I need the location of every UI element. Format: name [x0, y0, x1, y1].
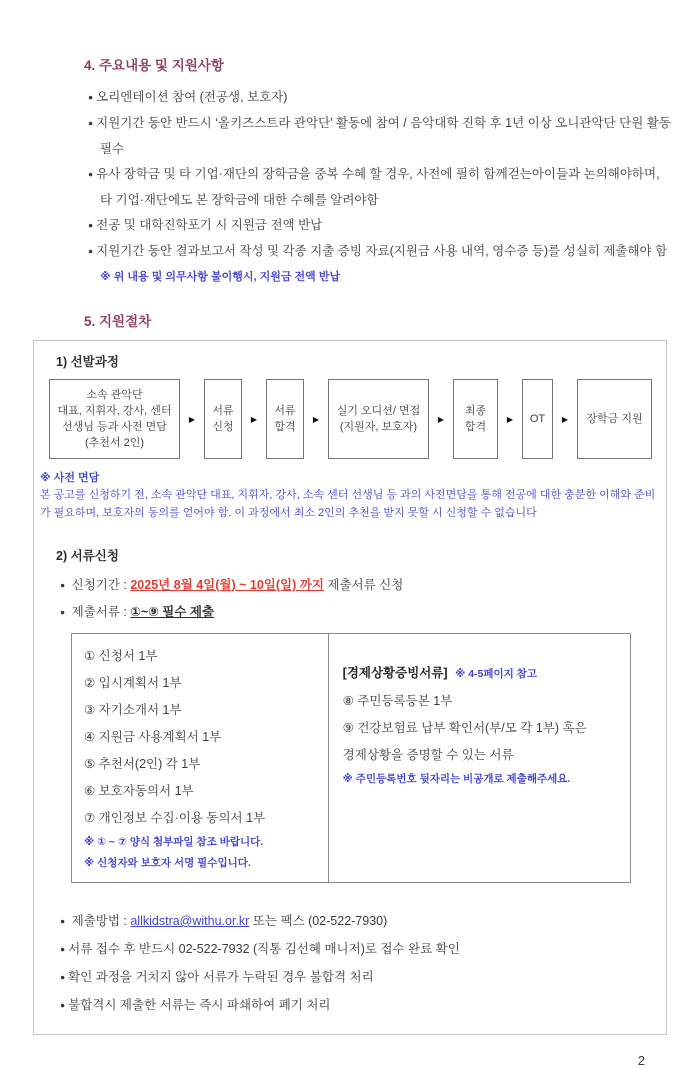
list-item: ● 확인 과정을 거치지 않아 서류가 누락된 경우 불합격 처리: [60, 964, 654, 992]
list-item: ● 지원기간 동안 결과보고서 작성 및 각종 지출 증빙 자료(지원금 사용 내역, 영수증 등)를 성실히 제출해야 함: [88, 239, 674, 265]
page-number: 2: [637, 1053, 645, 1068]
arrow-right-icon: ▶: [312, 414, 320, 424]
table-row: ⑦ 개인정보 수집·이용 동의서 1부: [84, 811, 266, 825]
flow-step-doc-pass: [266, 379, 304, 459]
flow-step-final-pass: [453, 379, 498, 459]
procedure-box: [33, 340, 667, 1035]
flow-step-audition: [328, 379, 429, 459]
method-suffix: 또는 팩스 (02-522-7930): [249, 914, 388, 928]
list-item: ● 서류 접수 후 반드시 02-522-7932 (직통 김선혜 매니저)로 접수 완료 확인: [60, 936, 654, 964]
documents-table-right-cell: [329, 634, 630, 882]
table-row: ② 입시계획서 1부: [84, 676, 182, 690]
economic-docs-title-row: [343, 660, 624, 688]
flow-step-scholarship: [577, 379, 652, 459]
document-application-heading: 2) 서류신청: [56, 549, 119, 563]
pre-meeting-note-title: ※ 사전 면담: [40, 472, 100, 484]
list-item: ● 전공 및 대학진학포기 시 지원금 전액 반납: [88, 213, 674, 239]
docs-value: ①~⑨ 필수 제출: [130, 605, 215, 619]
flow-step-line: 실기 오디션/ 면접: [336, 405, 421, 417]
section5-title: 5. 지원절차: [84, 314, 152, 329]
application-bullet-list: [60, 572, 654, 626]
arrow-right-icon: ▶: [561, 414, 569, 424]
arrow-right-icon: ▶: [188, 414, 196, 424]
list-item: ● 오리엔테이션 참여 (전공생, 보호자): [88, 85, 674, 111]
table-row: ⑨ 건강보험료 납부 확인서(부/모 각 1부) 혹은: [342, 721, 587, 735]
economic-docs-page-ref: ※ 4-5페이지 참고: [455, 668, 538, 680]
period-suffix: 제출서류 신청: [323, 578, 404, 592]
section4-bullet-list: [88, 85, 674, 265]
right-cell-note: ※ 주민등록번호 뒷자리는 비공개로 제출해주세요.: [342, 773, 571, 785]
docs-label: 제출서류 :: [71, 605, 131, 619]
flow-step-pre-meeting: [49, 379, 180, 459]
required-docs-line: [60, 599, 654, 626]
documents-table: [71, 633, 631, 883]
pre-meeting-note-body: 본 공고를 신청하기 전, 소속 관악단 대표, 지휘자, 강사, 소속 센터 선생님 등 과의 사전면담을 통해 전공에 대한 충분한 이해와 준비가 필요하며, 보호자의 동의를 얻어야 함. 이 과정에서 최소 2인의 추천을 받지 못할 시 신청할 수 없습니다: [40, 489, 656, 519]
method-label: 제출방법 :: [71, 914, 131, 928]
economic-docs-title: [경제상황증빙서류]: [342, 666, 448, 680]
period-label: 신청기간 :: [71, 578, 131, 592]
table-row: 경제상황을 증명할 수 있는 서류: [342, 748, 514, 762]
flow-step-line: 장학금 지원: [586, 413, 643, 425]
list-item: ● 유사 장학금 및 타 기업·재단의 장학금을 중복 수혜 할 경우, 사전에 필히 함께걷는아이들과 논의해야하며, 타 기업·재단에도 본 장학금에 대한 수혜를 알려야함: [88, 162, 674, 213]
flow-step-ot: [522, 379, 553, 459]
arrow-right-icon: ▶: [437, 414, 445, 424]
flow-step-line: 서류: [212, 405, 234, 417]
flow-step-line: OT: [529, 413, 546, 425]
submission-method-line: [60, 908, 654, 936]
flow-step-line: (지원자, 보호자): [339, 421, 418, 433]
list-item: ● 지원기간 동안 반드시 ‘올키즈스트라 관악단’ 활동에 참여 / 음악대학 진학 후 1년 이상 오니관악단 단원 활동 필수: [88, 111, 674, 162]
left-cell-note: ※ ① ~ ⑦ 양식 첨부파일 참조 바랍니다.: [84, 836, 264, 848]
flow-step-line: (추천서 2인): [84, 437, 144, 449]
flow-step-line: 신청: [212, 421, 234, 433]
section4-warning-note: ※ 위 내용 및 의무사항 불이행시, 지원금 전액 반납: [100, 271, 341, 283]
application-period-line: [60, 572, 654, 599]
arrow-right-icon: ▶: [506, 414, 514, 424]
table-row: ① 신청서 1부: [84, 649, 158, 663]
selection-flowchart: [49, 379, 652, 459]
flow-step-line: 합격: [464, 421, 487, 433]
flow-step-line: 최종: [464, 405, 487, 417]
period-value: 2025년 8월 4일(월) ~ 10일(일) 까지: [130, 578, 324, 592]
table-row: ⑧ 주민등록등본 1부: [342, 694, 453, 708]
submission-info-list: [60, 908, 654, 1020]
arrow-right-icon: ▶: [250, 414, 258, 424]
section4-title: 4. 주요내용 및 지원사항: [84, 58, 224, 73]
flow-step-line: 합격: [274, 421, 296, 433]
flow-step-apply: [204, 379, 242, 459]
flow-step-line: 선생님 등과 사전 면담: [62, 421, 167, 433]
flow-step-line: 대표, 지휘자, 강사, 센터: [57, 405, 172, 417]
flow-step-line: 서류: [274, 405, 296, 417]
table-row: ④ 지원금 사용계획서 1부: [84, 730, 222, 744]
selection-process-heading: 1) 선발과정: [56, 355, 119, 369]
table-row: ③ 자기소개서 1부: [84, 703, 182, 717]
email-link[interactable]: allkidstra@withu.or.kr: [130, 914, 250, 928]
documents-table-left-cell: [72, 634, 329, 882]
table-row: ⑤ 추천서(2인) 각 1부: [84, 757, 201, 771]
list-item: ● 불합격시 제출한 서류는 즉시 파쇄하여 폐기 처리: [60, 992, 654, 1020]
left-cell-note: ※ 신청자와 보호자 서명 필수입니다.: [84, 857, 251, 869]
table-row: ⑥ 보호자동의서 1부: [84, 784, 194, 798]
flow-step-line: 소속 관악단: [86, 389, 143, 401]
